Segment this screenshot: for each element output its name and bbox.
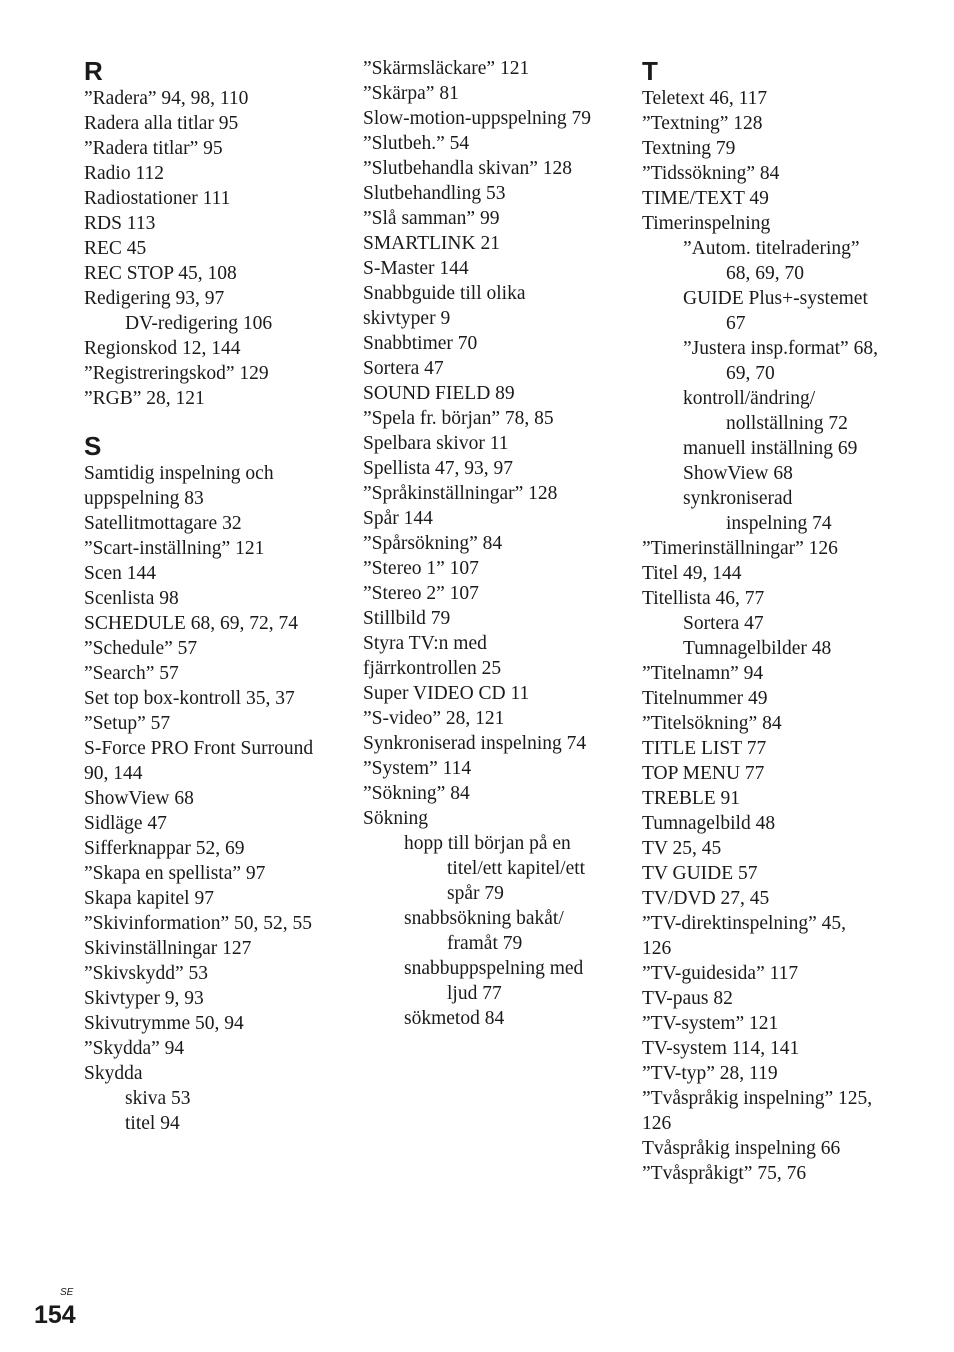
index-entry: ”Spela fr. början” 78, 85 (363, 408, 554, 429)
section-letter-s: S (84, 431, 102, 461)
index-entry: Slow-motion-uppspelning 79 (363, 108, 592, 129)
index-subentry: ShowView 68 (683, 463, 793, 484)
index-entry: Skivinställningar 127 (84, 938, 252, 959)
index-entry: ”Slå samman” 99 (363, 208, 500, 229)
index-entry: 126 (642, 938, 672, 959)
index-entry: SOUND FIELD 89 (363, 383, 515, 404)
index-entry: ”Setup” 57 (84, 713, 171, 734)
index-entry: ”Tidssökning” 84 (642, 163, 780, 184)
index-entry: SMARTLINK 21 (363, 233, 500, 254)
index-entry: ”Registreringskod” 129 (84, 363, 269, 384)
index-entry: Scenlista 98 (84, 588, 179, 609)
index-entry: Set top box-kontroll 35, 37 (84, 688, 295, 709)
index-entry: TV 25, 45 (642, 838, 722, 859)
index-entry: Titel 49, 144 (642, 563, 742, 584)
index-entry: Timerinspelning (642, 213, 771, 234)
index-entry: ”Search” 57 (84, 663, 179, 684)
page-number: 154 (34, 1301, 76, 1329)
index-entry: TOP MENU 77 (642, 763, 765, 784)
index-subentry: 69, 70 (726, 363, 775, 384)
index-entry: ”Spårsökning” 84 (363, 533, 503, 554)
index-entry: ”Skärmsläckare” 121 (363, 58, 530, 79)
index-entry: ”Sökning” 84 (363, 783, 470, 804)
index-entry: Skivtyper 9, 93 (84, 988, 204, 1009)
page-language-tag: SE (60, 1287, 74, 1298)
index-entry: ”TV-direktinspelning” 45, (642, 913, 846, 934)
index-subentry: titel 94 (125, 1113, 180, 1134)
index-subentry: synkroniserad (683, 488, 793, 509)
index-entry: Styra TV:n med (363, 633, 487, 654)
index-entry: ”TV-system” 121 (642, 1013, 779, 1034)
section-letter-t: T (642, 56, 658, 86)
index-entry: S-Master 144 (363, 258, 469, 279)
index-entry: Sortera 47 (363, 358, 444, 379)
index-entry: ”Timerinställningar” 126 (642, 538, 838, 559)
index-entry: TV/DVD 27, 45 (642, 888, 770, 909)
index-entry: Tumnagelbild 48 (642, 813, 776, 834)
index-entry: ”Skydda” 94 (84, 1038, 185, 1059)
index-subentry: kontroll/ändring/ (683, 388, 816, 409)
index-entry: Titelnummer 49 (642, 688, 768, 709)
index-entry: Textning 79 (642, 138, 736, 159)
index-entry: ”Radera” 94, 98, 110 (84, 88, 249, 109)
index-entry: TV-paus 82 (642, 988, 733, 1009)
index-entry: Snabbtimer 70 (363, 333, 478, 354)
index-entry: TITLE LIST 77 (642, 738, 767, 759)
index-entry: Regionskod 12, 144 (84, 338, 241, 359)
index-entry: Titellista 46, 77 (642, 588, 765, 609)
index-entry: ”Stereo 2” 107 (363, 583, 479, 604)
index-entry: Skapa kapitel 97 (84, 888, 214, 909)
index-subentry: hopp till början på en (404, 833, 571, 854)
index-entry: 126 (642, 1113, 672, 1134)
index-entry: ”Titelsökning” 84 (642, 713, 782, 734)
index-subentry: inspelning 74 (726, 513, 832, 534)
index-entry: ”Skivinformation” 50, 52, 55 (84, 913, 313, 934)
index-entry: ”Stereo 1” 107 (363, 558, 479, 579)
index-subentry: Tumnagelbilder 48 (683, 638, 832, 659)
index-entry: ”Radera titlar” 95 (84, 138, 223, 159)
index-entry: Snabbguide till olika (363, 283, 526, 304)
index-entry: Radera alla titlar 95 (84, 113, 239, 134)
index-subentry: GUIDE Plus+-systemet (683, 288, 868, 309)
index-entry: ”Språkinställningar” 128 (363, 483, 558, 504)
index-subentry: nollställning 72 (726, 413, 848, 434)
index-entry: ”Tvåspråkigt” 75, 76 (642, 1163, 807, 1184)
index-column-3 (642, 56, 878, 1186)
index-subentry: framåt 79 (447, 933, 523, 954)
index-entry: Satellitmottagare 32 (84, 513, 242, 534)
index-entry: Radiostationer 111 (84, 188, 231, 209)
index-entry: ”Slutbehandla skivan” 128 (363, 158, 573, 179)
index-subentry: ”Autom. titelradering” (683, 238, 860, 259)
index-subentry: Sortera 47 (683, 613, 764, 634)
index-entry: ”Textning” 128 (642, 113, 763, 134)
index-entry: Skydda (84, 1063, 143, 1084)
index-entry: Super VIDEO CD 11 (363, 683, 530, 704)
index-entry: fjärrkontrollen 25 (363, 658, 502, 679)
index-entry: ShowView 68 (84, 788, 194, 809)
index-entry: ”RGB” 28, 121 (84, 388, 205, 409)
index-entry: ”System” 114 (363, 758, 472, 779)
index-entry: Teletext 46, 117 (642, 88, 768, 109)
index-entry: S-Force PRO Front Surround (84, 738, 314, 759)
index-entry: Tvåspråkig inspelning 66 (642, 1138, 841, 1159)
index-subentry: DV-redigering 106 (125, 313, 273, 334)
index-entry: ”Tvåspråkig inspelning” 125, (642, 1088, 873, 1109)
index-entry: ”TV-guidesida” 117 (642, 963, 799, 984)
index-entry: Sidläge 47 (84, 813, 167, 834)
index-entry: Radio 112 (84, 163, 164, 184)
index-entry: REC STOP 45, 108 (84, 263, 237, 284)
index-entry: Spår 144 (363, 508, 433, 529)
index-column-1 (84, 56, 313, 1136)
index-entry: ”Scart-inställning” 121 (84, 538, 265, 559)
index-entry: Samtidig inspelning och (84, 463, 274, 484)
index-subentry: sökmetod 84 (404, 1008, 505, 1029)
index-subentry: snabbsökning bakåt/ (404, 908, 564, 929)
index-entry: RDS 113 (84, 213, 156, 234)
index-entry: Synkroniserad inspelning 74 (363, 733, 587, 754)
index-entry: Stillbild 79 (363, 608, 451, 629)
index-entry: TIME/TEXT 49 (642, 188, 769, 209)
index-subentry: 67 (726, 313, 746, 334)
index-entry: TV-system 114, 141 (642, 1038, 800, 1059)
index-entry: TV GUIDE 57 (642, 863, 758, 884)
index-entry: ”TV-typ” 28, 119 (642, 1063, 778, 1084)
index-subentry: titel/ett kapitel/ett (447, 858, 586, 879)
index-entry: Slutbehandling 53 (363, 183, 506, 204)
index-entry: ”Titelnamn” 94 (642, 663, 764, 684)
index-entry: Spelbara skivor 11 (363, 433, 509, 454)
index-entry: Skivutrymme 50, 94 (84, 1013, 244, 1034)
index-entry: ”Skärpa” 81 (363, 83, 459, 104)
index-subentry: spår 79 (447, 883, 504, 904)
index-entry: Spellista 47, 93, 97 (363, 458, 514, 479)
index-subentry: snabbuppspelning med (404, 958, 584, 979)
index-entry: Sökning (363, 808, 429, 829)
index-entry: Redigering 93, 97 (84, 288, 225, 309)
index-subentry: ljud 77 (447, 983, 502, 1004)
index-subentry: skiva 53 (125, 1088, 191, 1109)
index-subentry: manuell inställning 69 (683, 438, 858, 459)
index-entry: TREBLE 91 (642, 788, 741, 809)
index-entry: REC 45 (84, 238, 147, 259)
index-entry: SCHEDULE 68, 69, 72, 74 (84, 613, 298, 634)
index-entry: ”S-video” 28, 121 (363, 708, 505, 729)
index-column-2 (363, 56, 591, 1031)
section-letter-r: R (84, 56, 103, 86)
index-entry: uppspelning 83 (84, 488, 204, 509)
index-entry: 90, 144 (84, 763, 143, 784)
index-entry: ”Schedule” 57 (84, 638, 198, 659)
index-entry: Sifferknappar 52, 69 (84, 838, 245, 859)
index-entry: skivtyper 9 (363, 308, 451, 329)
index-entry: ”Skivskydd” 53 (84, 963, 209, 984)
index-entry: ”Slutbeh.” 54 (363, 133, 470, 154)
index-entry: ”Skapa en spellista” 97 (84, 863, 266, 884)
index-subentry: ”Justera insp.format” 68, (683, 338, 878, 359)
index-subentry: 68, 69, 70 (726, 263, 804, 284)
index-entry: Scen 144 (84, 563, 157, 584)
